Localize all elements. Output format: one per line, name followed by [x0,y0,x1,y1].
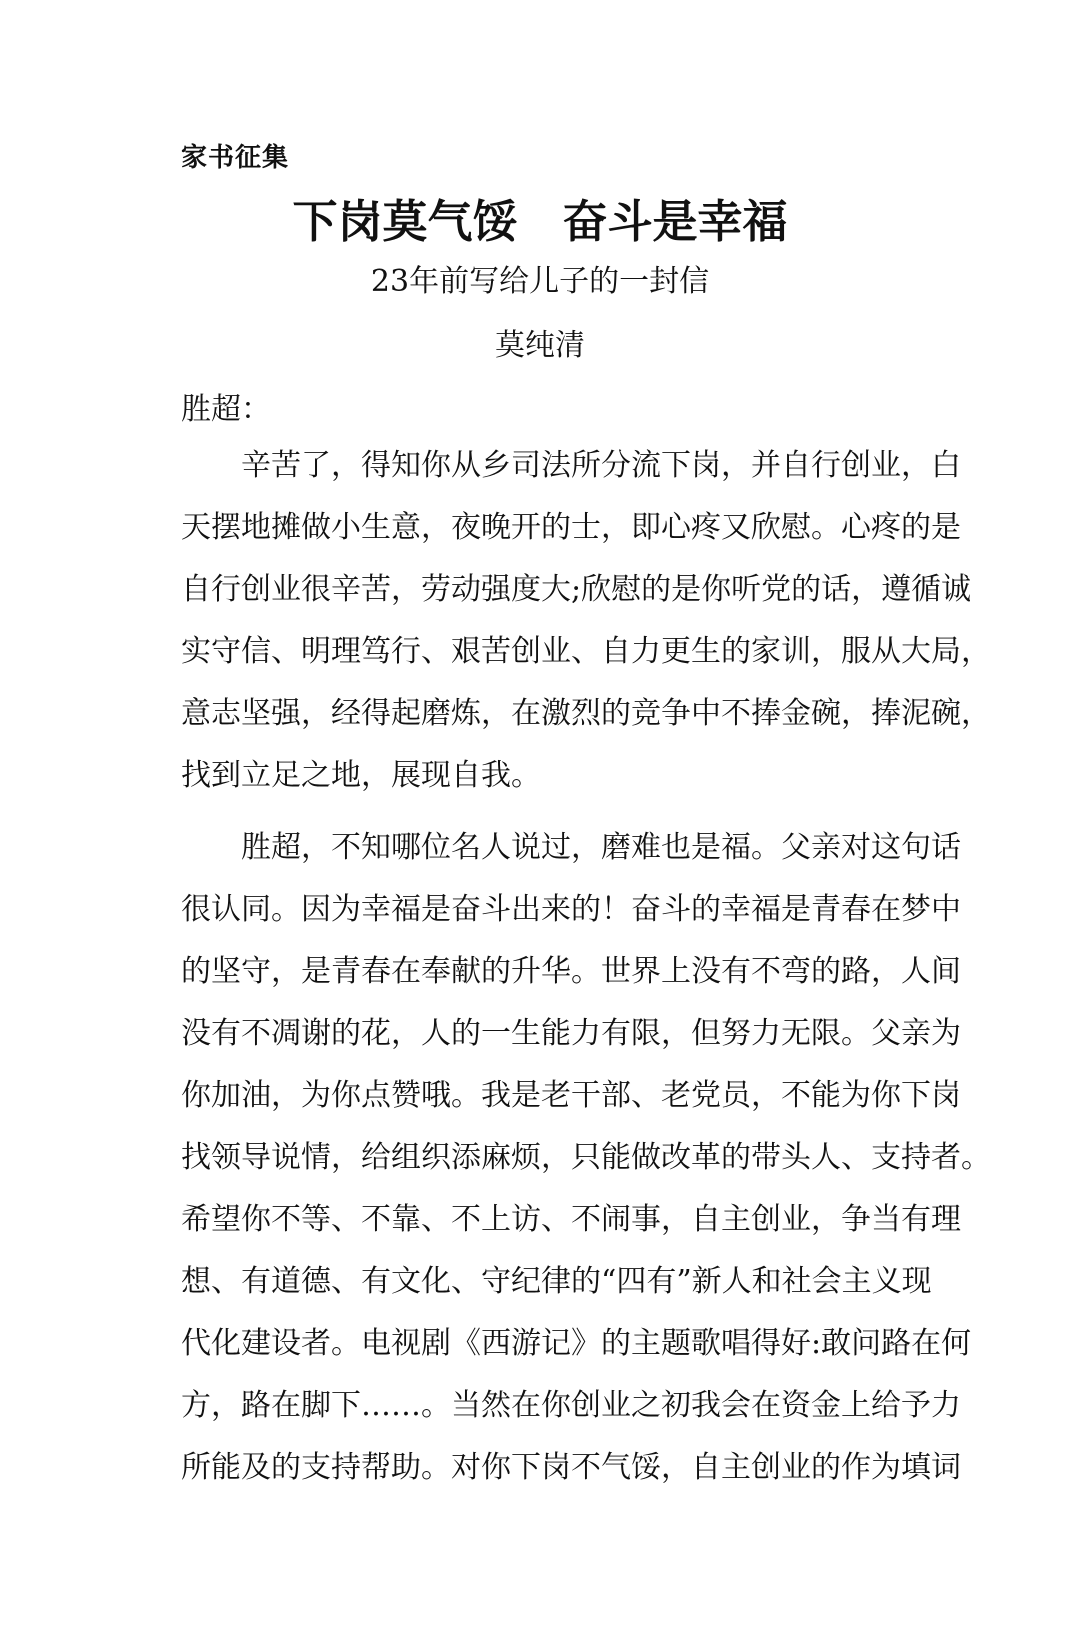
letter-body [181,446,991,1520]
salutation: 胜超： [181,392,271,427]
article-subtitle: 23年前写给儿子的一封信 [370,264,710,299]
paragraph-1 [181,446,991,818]
text-line: 实守信、明理笃行、艰苦创业、自力更生的家训，服从大局， [181,634,991,669]
text-line: 胜超，不知哪位名人说过，磨难也是福。父亲对这句话 [241,830,961,865]
column-label: 家书征集 [181,143,290,173]
text-line: 方，路在脚下……。当然在你创业之初我会在资金上给予力 [181,1388,961,1423]
text-line: 代化建设者。电视剧《西游记》的主题歌唱得好:敢问路在何 [181,1326,972,1361]
text-line: 你加油，为你点赞哦。我是老干部、老党员，不能为你下岗 [181,1078,961,1113]
text-line: 所能及的支持帮助。对你下岗不气馁，自主创业的作为填词 [181,1450,961,1485]
text-line: 很认同。因为幸福是奋斗出来的！奋斗的幸福是青春在梦中 [181,892,961,927]
text-line: 找到立足之地，展现自我。 [181,758,541,793]
article-title: 下岗莫气馁 奋斗是幸福 [292,195,788,248]
text-line: 找领导说情，给组织添麻烦，只能做改革的带头人、支持者。 [181,1140,991,1175]
text-line: 辛苦了，得知你从乡司法所分流下岗，并自行创业，白 [241,448,961,483]
text-line: 意志坚强，经得起磨炼，在激烈的竞争中不捧金碗，捧泥碗， [181,696,991,731]
text-line: 自行创业很辛苦，劳动强度大;欣慰的是你听党的话，遵循诚 [181,572,972,607]
text-line: 的坚守，是青春在奉献的升华。世界上没有不弯的路，人间 [181,954,961,989]
author-name: 莫纯清 [495,328,585,363]
text-line: 希望你不等、不靠、不上访、不闹事，自主创业，争当有理 [181,1202,961,1237]
text-line: 想、有道德、有文化、守纪律的“四有”新人和社会主义现 [181,1264,932,1299]
text-line: 没有不凋谢的花，人的一生能力有限，但努力无限。父亲为 [181,1016,961,1051]
text-line: 天摆地摊做小生意，夜晚开的士，即心疼又欣慰。心疼的是 [181,510,961,545]
paragraph-2 [181,828,991,1510]
